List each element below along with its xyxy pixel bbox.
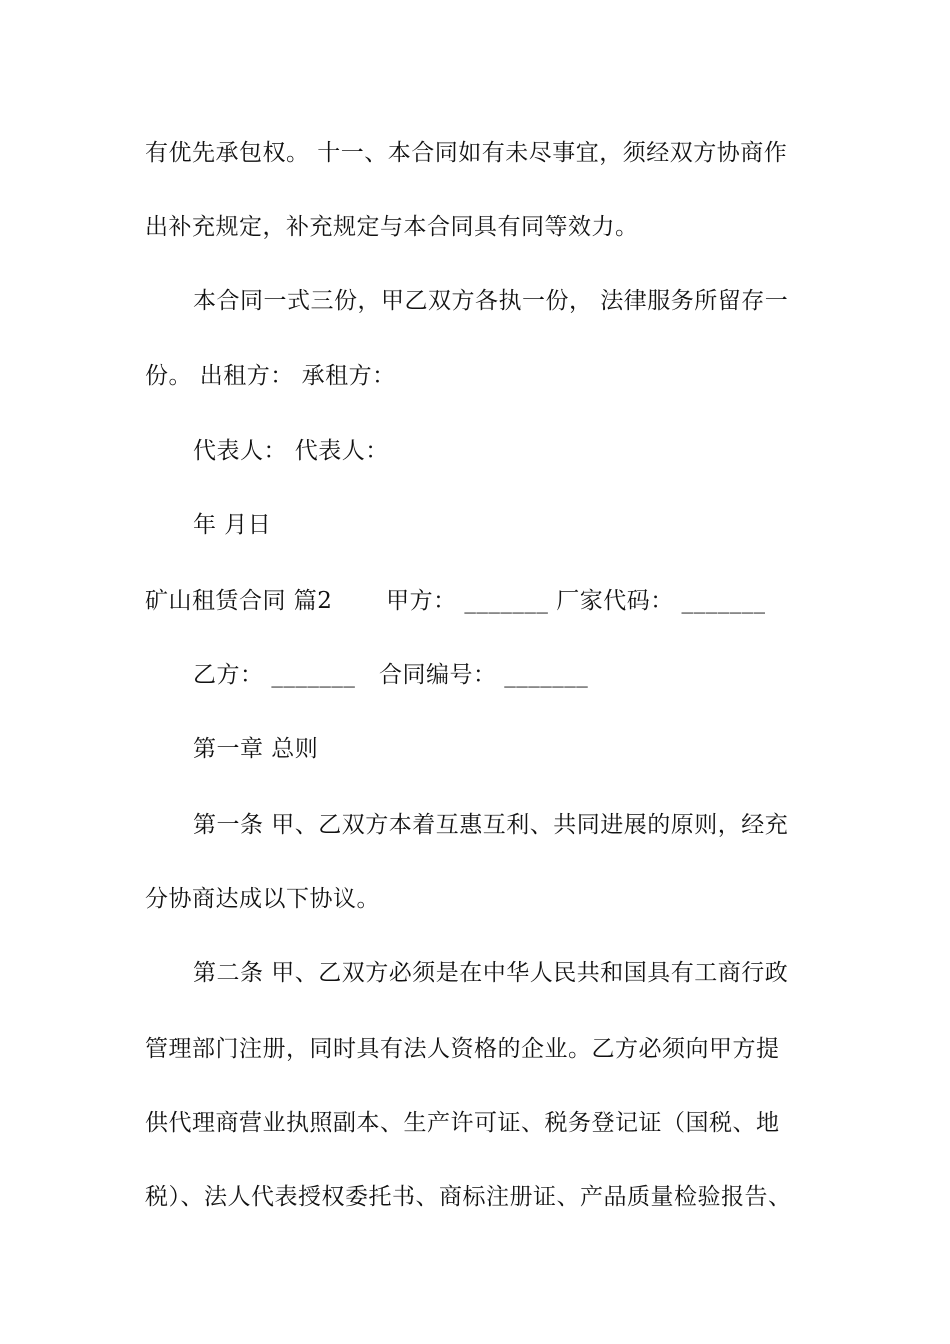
party-a-blank: _______	[464, 588, 549, 614]
paragraph-line: 本合同一式三份，甲乙双方各执一份， 法律服务所留存一	[193, 288, 789, 314]
party-b-blank: _______	[271, 662, 356, 688]
party-a-label: 甲方：	[386, 588, 457, 614]
article-2-line: 供代理商营业执照副本、生产许可证、税务登记证（国税、地	[145, 1110, 780, 1136]
paragraph-line: 出补充规定，补充规定与本合同具有同等效力。	[145, 214, 639, 240]
chapter-heading: 第一章 总则	[193, 736, 319, 762]
article-2-line: 管理部门注册，同时具有法人资格的企业。乙方必须向甲方提	[145, 1036, 780, 1062]
contract-number-label: 合同编号：	[378, 662, 497, 688]
article-2-line: 税）、法人代表授权委托书、商标注册证、产品质量检验报告、	[145, 1184, 792, 1210]
maker-code-label: 厂家代码：	[556, 588, 674, 614]
party-b-label: 乙方：	[193, 662, 264, 688]
article-1-line: 分协商达成以下协议。	[145, 886, 380, 912]
date-line: 年 月日	[193, 512, 272, 538]
maker-code-blank: _______	[681, 588, 766, 614]
contract-heading-line	[145, 586, 766, 616]
contract-number-blank: _______	[504, 662, 589, 688]
article-1-line: 第一条 甲、乙双方本着互惠互利、共同进展的原则，经充	[193, 812, 789, 838]
signature-line: 代表人： 代表人：	[193, 438, 389, 464]
contract-title: 矿山租赁合同 篇2	[145, 588, 333, 614]
paragraph-line: 有优先承包权。 十一、本合同如有未尽事宜，须经双方协商作	[145, 140, 788, 166]
paragraph-line: 份。 出租方： 承租方：	[145, 363, 396, 389]
party-b-line	[193, 660, 588, 690]
article-2-line: 第二条 甲、乙双方必须是在中华人民共和国具有工商行政	[193, 960, 789, 986]
